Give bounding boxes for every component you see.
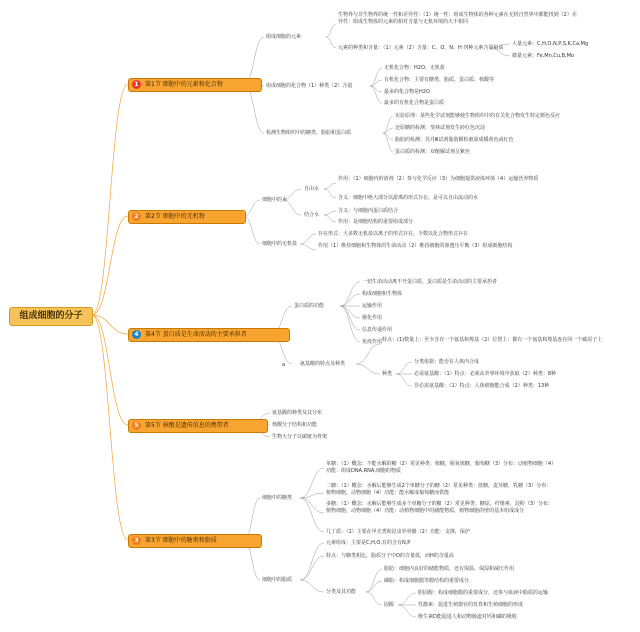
s4-nonessential-text: 非必需氨基酸：（1）特点：人体细胞能合成（2）种类：13种 (414, 383, 550, 389)
s2-bound-water-node[interactable]: 结合水 (304, 212, 320, 218)
s2-water-node[interactable]: 细胞中的水 (262, 197, 288, 203)
s2-bound-water-meaning-text: 含义：与细胞内蛋白质结合 (338, 208, 399, 214)
s4-essential-text: 必需氨基酸：（1）特点：必须从外界环境中获取（2）种类：8种 (414, 371, 557, 377)
s4-amino-feature-text: 特点：(1)数量上：至少含有一个氨基和羧基（2）位置上：都有一个氨基和羧基连在同一个碳原子上 (382, 337, 603, 343)
s1-principle-text: 实验原理：某些化学试剂能够使生物组织中的有关化合物发生特定颜色反应 (395, 113, 561, 119)
section-3-number-badge: 3 (132, 536, 141, 545)
s2-salt-form-text: 存在形式：大多数无机盐以离子的形式存在，少数以化合物形式存在 (318, 231, 469, 237)
s1-most-compound-text: 最多的化合物是H2O (384, 89, 430, 95)
section-2-number-badge: 2 (132, 212, 141, 221)
s5-carbon-chain-text: 生物大分子以碳链为骨架 (272, 434, 328, 440)
s2-free-water-function-text: 作用：（1）细胞内的溶剂（2）参与化学反应（3）为细胞提供液体环境（4）运输营养物质 (338, 176, 539, 182)
s1-trace-elements-text: 微量元素：Fe,Mn,Cu,B,Mo (512, 53, 574, 59)
s4-small-marker: a (282, 362, 286, 368)
s3-monosaccharide-text: 单糖：（1）概念：不能水解的糖（2）常见种类：核糖，脱氧核糖，葡萄糖（3）分布：动植物细胞（4）功能：组成DNA,RNA,细胞的物质 (326, 461, 554, 474)
s2-free-water-node[interactable]: 自由水 (304, 186, 320, 192)
s3-lipid-feature-text: 特点：与糖类相比，脂质分子中O的含量低，而H的含量高 (326, 553, 454, 559)
s1-most-organic-text: 最多的有机化合物是蛋白质 (384, 100, 445, 106)
s3-vitamin-d-text: 维生素D能促进人和动物肠道对钙和磷的吸收 (418, 614, 517, 620)
section-3-title: 第3节 细胞中的糖类和脂质 (145, 537, 217, 544)
s3-fat-text: 脂肪：细胞内良好的储能物质，还有保温、保湿和减压作用 (384, 566, 515, 572)
s2-salt-function-text: 作用（1）维持细胞和生物体的生命活动（2）维持细胞的渗透压平衡（3）组成细胞结构 (318, 243, 513, 249)
s1-elements-node[interactable]: 组成细胞的元素 (266, 34, 302, 40)
s4-structure-text: 构成细胞和生物体 (362, 291, 403, 297)
section-4-title: 第4节 蛋白质是生命活动的主要承担者 (145, 331, 247, 338)
section-3-topic[interactable] (128, 534, 262, 548)
s2-salts-node[interactable]: 细胞中的无机盐 (262, 241, 298, 247)
s4-transport-text: 运输作用 (362, 303, 383, 309)
s4-amino-acid-node[interactable]: 氨基酸的特点及种类 (300, 361, 346, 367)
s1-compounds-node[interactable]: 组成细胞的化合物（1）种类（2）含量 (266, 83, 353, 89)
section-1-number-badge: 1 (132, 80, 141, 89)
section-5-title: 第5节 核酸是遗传信息的携带者 (145, 422, 229, 429)
s1-reducing-sugar-text: 还原糖的检测：斐林试剂发生砖红色沉淀 (395, 125, 486, 131)
s3-polysaccharide-text: 多糖：（1）概念：水解后能够生成多个单糖分子的糖（2）常见种类：糖原，纤维素，淀粉（3）分布：植物细胞，动物细胞（4）功能：动植物细胞中的储能物质，植物细胞的壁的基本组成成分 (326, 501, 554, 514)
s3-sterol-node[interactable]: 固醇 (384, 602, 395, 608)
s2-free-water-meaning-text: 含义：细胞中绝大部分以游离的形式存在，是可以自由流动的水 (338, 195, 479, 201)
section-4-number-badge: 4 (132, 330, 141, 339)
s3-lipid-classes-node[interactable]: 分类及其功能 (326, 589, 357, 595)
section-2-title: 第2节 细胞中的无机物 (145, 213, 205, 220)
s3-sugars-node[interactable]: 细胞中的糖类 (262, 495, 293, 501)
s3-disaccharide-text: 二糖：（1）概念：水解后能够生成2个单糖分子的糖（2）常见种类：蔗糖，麦芽糖，乳糖（3）分布：植物细胞，动物细胞（4）功能：能水解成葡萄糖而供能 (326, 483, 552, 496)
s3-phospholipid-text: 磷脂：构成细胞膜等膜结构的重要成分 (384, 578, 470, 584)
s1-inorganic-text: 无机化合物：H2O、无机盐 (384, 65, 445, 71)
s4-signal-text: 信息传递作用 (362, 327, 393, 333)
root-topic[interactable]: 组成细胞的分子 (9, 307, 93, 326)
s4-function-node[interactable]: 蛋白质的功能 (294, 303, 325, 309)
section-5-number-badge: 5 (132, 421, 141, 430)
s1-unity-difference-text: 生物界与非生物界的统一性和差异性：（1）统一性：组成生物体的各种元素在无机自然界中都能找到（2）差异性：组成生物体的元素的相对含量与无机环境的大不相同 (338, 12, 577, 25)
s3-cholesterol-text: 胆固醇：构成细胞膜的重要成分，还参与血液中脂质的运输 (418, 590, 549, 596)
section-5-topic[interactable] (128, 419, 268, 433)
s3-lipid-elements-text: 元素组成：主要是C,H,O,有的含有N,P (326, 540, 411, 546)
s4-amino-type-node[interactable]: 种类 (382, 371, 393, 377)
section-4-topic[interactable] (128, 328, 290, 342)
s4-basis-text: 分类依据：能否在人体内合成 (414, 359, 480, 365)
section-2-topic[interactable] (128, 210, 246, 224)
s4-immune-text: 免疫作用 (362, 339, 383, 345)
s1-detection-node[interactable]: 检测生物组织中的糖类、脂肪和蛋白质 (266, 130, 352, 136)
s4-life-activity-text: 一切生命活动离不开蛋白质，蛋白质是生命活动的主要承担者 (362, 279, 498, 285)
s1-protein-test-text: 蛋白质的检测：双缩脲试剂呈紫色 (395, 149, 471, 155)
section-1-topic[interactable] (128, 78, 262, 92)
s4-catalysis-text: 催化作用 (362, 315, 383, 321)
s1-organic-text: 有机化合物：主要有糖类、脂质、蛋白质、核酸等 (384, 77, 495, 83)
s5-type-distribution-text: 氨基酸的种类及其分布 (272, 410, 323, 416)
s1-major-elements-text: 大量元素：C,H,O,N,P,S,K,Ca,Mg (512, 41, 589, 47)
s5-structure-function-text: 核酸分子结构和功能 (272, 422, 318, 428)
s2-bound-water-function-text: 作用：是细胞结构的重要组成部分 (338, 219, 414, 225)
s3-sex-hormone-text: 性激素：促进生殖器官的发育和生殖细胞的形成 (418, 602, 524, 608)
s3-chitin-text: 几丁质：（1）主要在甲壳类和昆虫外骨骼（2）功能：支撑，保护 (326, 529, 470, 535)
section-1-title: 第1节 细胞中的元素和化合物 (145, 81, 223, 88)
s3-lipids-node[interactable]: 细胞中的脂质 (262, 577, 293, 583)
s1-fat-text: 脂肪的检测：苏丹Ⅲ试剂脂肪颗粒被染成橘黄色或红色 (395, 137, 514, 143)
s1-element-types-text: 元素的种类和含量：（1）元素（2）含量：C、O、N、H 四种元素含量很高 (338, 45, 504, 51)
